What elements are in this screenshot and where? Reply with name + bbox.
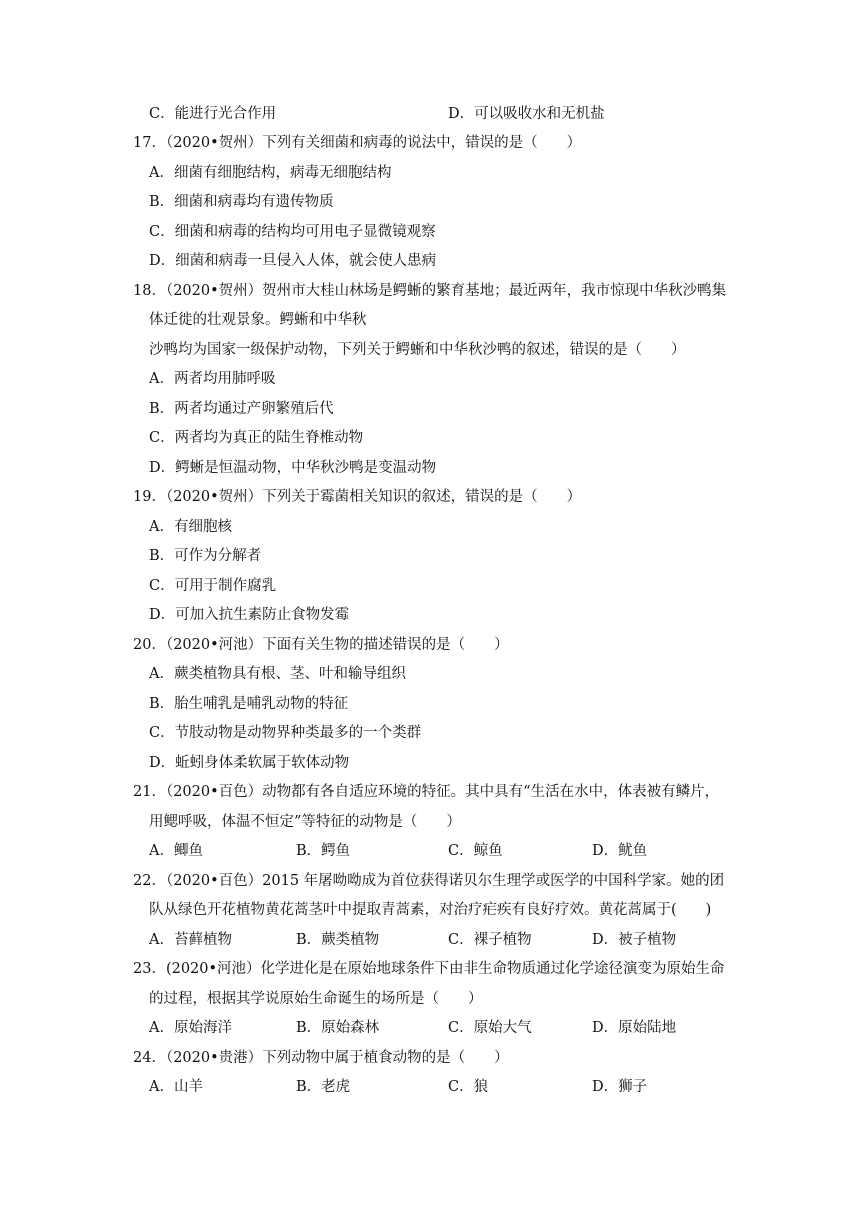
- question-24-option-c: C．狼: [448, 1079, 489, 1095]
- question-23-option-c: C．原始大气: [448, 1020, 532, 1036]
- question-19-stem: 19．（2020•贺州）下列关于霉菌相关知识的叙述，错误的是（ ）: [133, 489, 582, 505]
- question-24-option-b: B．老虎: [296, 1079, 351, 1095]
- question-17-option-b: B．细菌和病毒均有遗传物质: [149, 194, 334, 210]
- question-21-option-b: B．鳄鱼: [296, 843, 351, 859]
- question-22-stem-line-1: 22．（2020•百色）2015 年屠呦呦成为首位获得诺贝尔生理学或医学的中国科学家。她的团: [133, 873, 725, 889]
- question-20-option-c: C．节肢动物是动物界种类最多的一个类群: [149, 725, 422, 741]
- question-18-stem-line-3: 沙鸭均为国家一级保护动物，下列关于鳄蜥和中华秋沙鸭的叙述，错误的是（ ）: [149, 342, 686, 358]
- question-21-stem-line-1: 21．（2020•百色）动物都有各自适应环境的特征。其中具有“生活在水中，体表被有鳞片，: [133, 784, 720, 800]
- question-20-option-b: B．胎生哺乳是哺乳动物的特征: [149, 696, 349, 712]
- question-18-option-d: D．鳄蜥是恒温动物，中华秋沙鸭是变温动物: [149, 460, 437, 476]
- question-18-option-a: A．两者均用肺呼吸: [149, 371, 276, 387]
- question-19-option-b: B．可作为分解者: [149, 548, 262, 564]
- question-17-option-a: A．细菌有细胞结构，病毒无细胞结构: [149, 165, 392, 181]
- question-22-stem-line-2: 队从绿色开花植物黄花蒿茎叶中提取青蒿素，对治疗疟疾有良好疗效。黄花蒿属于( ): [149, 902, 712, 918]
- question-18-option-c: C．两者均为真正的陆生脊椎动物: [149, 430, 364, 446]
- question-18-stem-line-2: 体迁徙的壮观景象。鳄蜥和中华秋: [149, 312, 367, 328]
- question-23-option-a: A．原始海洋: [149, 1020, 232, 1036]
- question-21-stem-line-2: 用鳃呼吸，体温不恒定”等特征的动物是（ ）: [149, 814, 461, 830]
- question-20-stem: 20．（2020•河池）下面有关生物的描述错误的是（ ）: [133, 637, 509, 653]
- question-24-stem: 24．（2020•贵港）下列动物中属于植食动物的是（ ）: [133, 1050, 509, 1066]
- question-19-option-d: D．可加入抗生素防止食物发霉: [149, 607, 350, 623]
- question-17-option-d: D．细菌和病毒一旦侵入人体，就会使人患病: [149, 253, 437, 269]
- question-22-option-a: A．苔藓植物: [149, 932, 232, 948]
- question-18-option-b: B．两者均通过产卵繁殖后代: [149, 401, 334, 417]
- question-21-option-c: C．鲸鱼: [448, 843, 503, 859]
- question-21-option-d: D．鱿鱼: [592, 843, 648, 859]
- option-d: D．可以吸收水和无机盐: [448, 106, 605, 122]
- question-24-option-d: D．狮子: [592, 1079, 648, 1095]
- question-17-option-c: C．细菌和病毒的结构均可用电子显微镜观察: [149, 224, 436, 240]
- question-19-option-a: A．有细胞核: [149, 519, 232, 535]
- question-23-option-b: B．原始森林: [296, 1020, 380, 1036]
- question-19-option-c: C．可用于制作腐乳: [149, 578, 277, 594]
- question-23-stem-line-2: 的过程，根据其学说原始生命诞生的场所是（ ）: [149, 991, 483, 1007]
- option-c: C．能进行光合作用: [149, 106, 277, 122]
- question-18-stem-line-1: 18．（2020•贺州）贺州市大桂山林场是鳄蜥的繁育基地；最近两年，我市惊现中华秋沙鸭集: [133, 283, 727, 299]
- question-23-stem-line-1: 23．(2020•河池）化学进化是在原始地球条件下由非生命物质通过化学途径演变为原始生命: [133, 961, 725, 977]
- question-20-option-d: D．蚯蚓身体柔软属于软体动物: [149, 755, 350, 771]
- question-24-option-a: A．山羊: [149, 1079, 203, 1095]
- question-21-option-a: A．鲫鱼: [149, 843, 203, 859]
- question-20-option-a: A．蕨类植物具有根、茎、叶和输导组织: [149, 666, 406, 682]
- question-23-option-d: D．原始陆地: [592, 1020, 677, 1036]
- question-22-option-c: C．裸子植物: [448, 932, 532, 948]
- question-17-stem: 17．（2020•贺州）下列有关细菌和病毒的说法中，错误的是（ ）: [133, 135, 582, 151]
- question-22-option-d: D．被子植物: [592, 932, 677, 948]
- question-22-option-b: B．蕨类植物: [296, 932, 380, 948]
